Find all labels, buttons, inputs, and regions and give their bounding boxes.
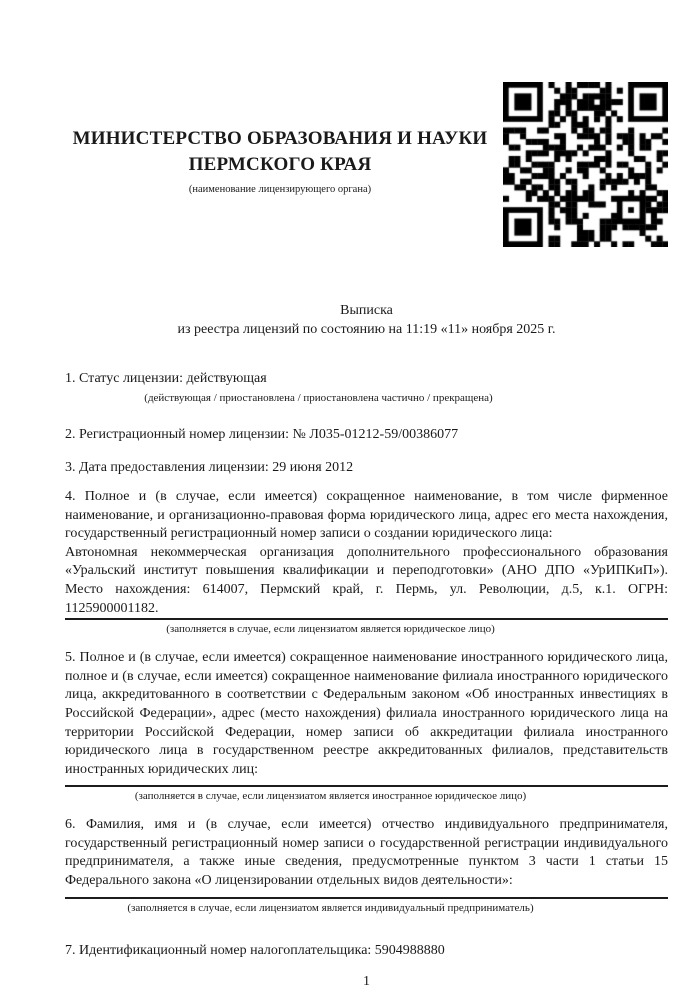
item-individual-entrepreneur xyxy=(65,816,668,914)
item-grant-date xyxy=(65,459,668,478)
item-grant-date-text: 3. Дата предоставления лицензии: 29 июня 2012 xyxy=(65,460,354,476)
item-registration-number xyxy=(65,426,668,445)
document-title-line2: из реестра лицензий по состоянию на 11:19 «11» ноября 2025 г. xyxy=(177,321,556,337)
item-registration-number-text: 2. Регистрационный номер лицензии: № Л035-01212-59/00386077 xyxy=(65,426,459,442)
item-legal-entity xyxy=(65,488,668,636)
item-legal-entity-text: 4. Полное и (в случае, если имеется) сокращенное наименование, в том числе фирменное наименование, и организационно-правовая форма юридического лица, адрес его места нахождения, государственный регистрационный номер записи о создании юридического лица: xyxy=(65,488,668,542)
ministry-name-line2: ПЕРМСКОГО КРАЯ xyxy=(188,154,372,175)
item-legal-entity-footnote: (заполняется в случае, если лицензиатом является юридическое лицо) xyxy=(166,623,495,636)
item-individual-entrepreneur-footnote: (заполняется в случае, если лицензиатом является индивидуальный предприниматель) xyxy=(127,901,534,914)
item-taxpayer-number xyxy=(65,942,668,961)
licensing-authority-block xyxy=(65,82,503,196)
item-legal-entity-value: Автономная некоммерческая организация дополнительного профессионального образования «Уральский институт повышения квалификации и переподготовки» (АНО ДПО «УрИПКиП»). Место нахождения: 614007, Пермский край, г. Пермь, ул. Революции, д.5, к.1. ОГРН: 1125900001182. xyxy=(65,544,668,616)
page-number: 1 xyxy=(363,974,370,989)
document-title-line1: Выписка xyxy=(340,303,393,318)
item-individual-entrepreneur-underline xyxy=(65,897,668,899)
qr-code-icon xyxy=(503,82,668,247)
item-license-status-text: 1. Статус лицензии: действующая xyxy=(65,371,267,387)
item-legal-entity-underline xyxy=(65,618,668,620)
item-license-status xyxy=(65,370,668,405)
item-foreign-entity-underline xyxy=(65,785,668,787)
item-individual-entrepreneur-text: 6. Фамилия, имя и (в случае, если имеется) отчество индивидуального предпринимателя, государственный регистрационный номер записи о государственной регистрации индивидуального предпринимателя, а также иные сведения, предусмотренные пунктом 3 части 1 статьи 15 Федерального закона «О лицензировании отдельных видов деятельности»: xyxy=(65,817,668,889)
document-header xyxy=(65,0,668,247)
item-license-status-footnote: (действующая / приостановлена / приостановлена частично / прекращена) xyxy=(144,391,493,404)
item-taxpayer-number-text: 7. Идентификационный номер налогоплательщика: 5904988880 xyxy=(65,942,445,958)
ministry-name-line1: МИНИСТЕРСТВО ОБРАЗОВАНИЯ И НАУКИ xyxy=(72,128,488,149)
item-foreign-entity xyxy=(65,649,668,803)
document-title xyxy=(65,302,668,339)
item-foreign-entity-text: 5. Полное и (в случае, если имеется) сокращенное наименование иностранного юридического лица, полное и (в случае, если имеется) сокращенное наименование филиала иностранного юридического лица, аккредитованного в соответствии с Федеральным законом «Об иностранных инвестициях в Российской Федерации», адрес (место нахождения) филиала иностранного юридического лица на территории Российской Федерации, номер записи об аккредитации филиала иностранного юридического лица в государственном реестре аккредитованных филиалов, представительств иностранных юридических лиц: xyxy=(65,650,668,777)
ministry-name xyxy=(65,126,495,178)
item-foreign-entity-footnote: (заполняется в случае, если лицензиатом является иностранное юридическое лицо) xyxy=(134,790,527,803)
licensing-authority-caption: (наименование лицензирующего органа) xyxy=(188,184,372,195)
